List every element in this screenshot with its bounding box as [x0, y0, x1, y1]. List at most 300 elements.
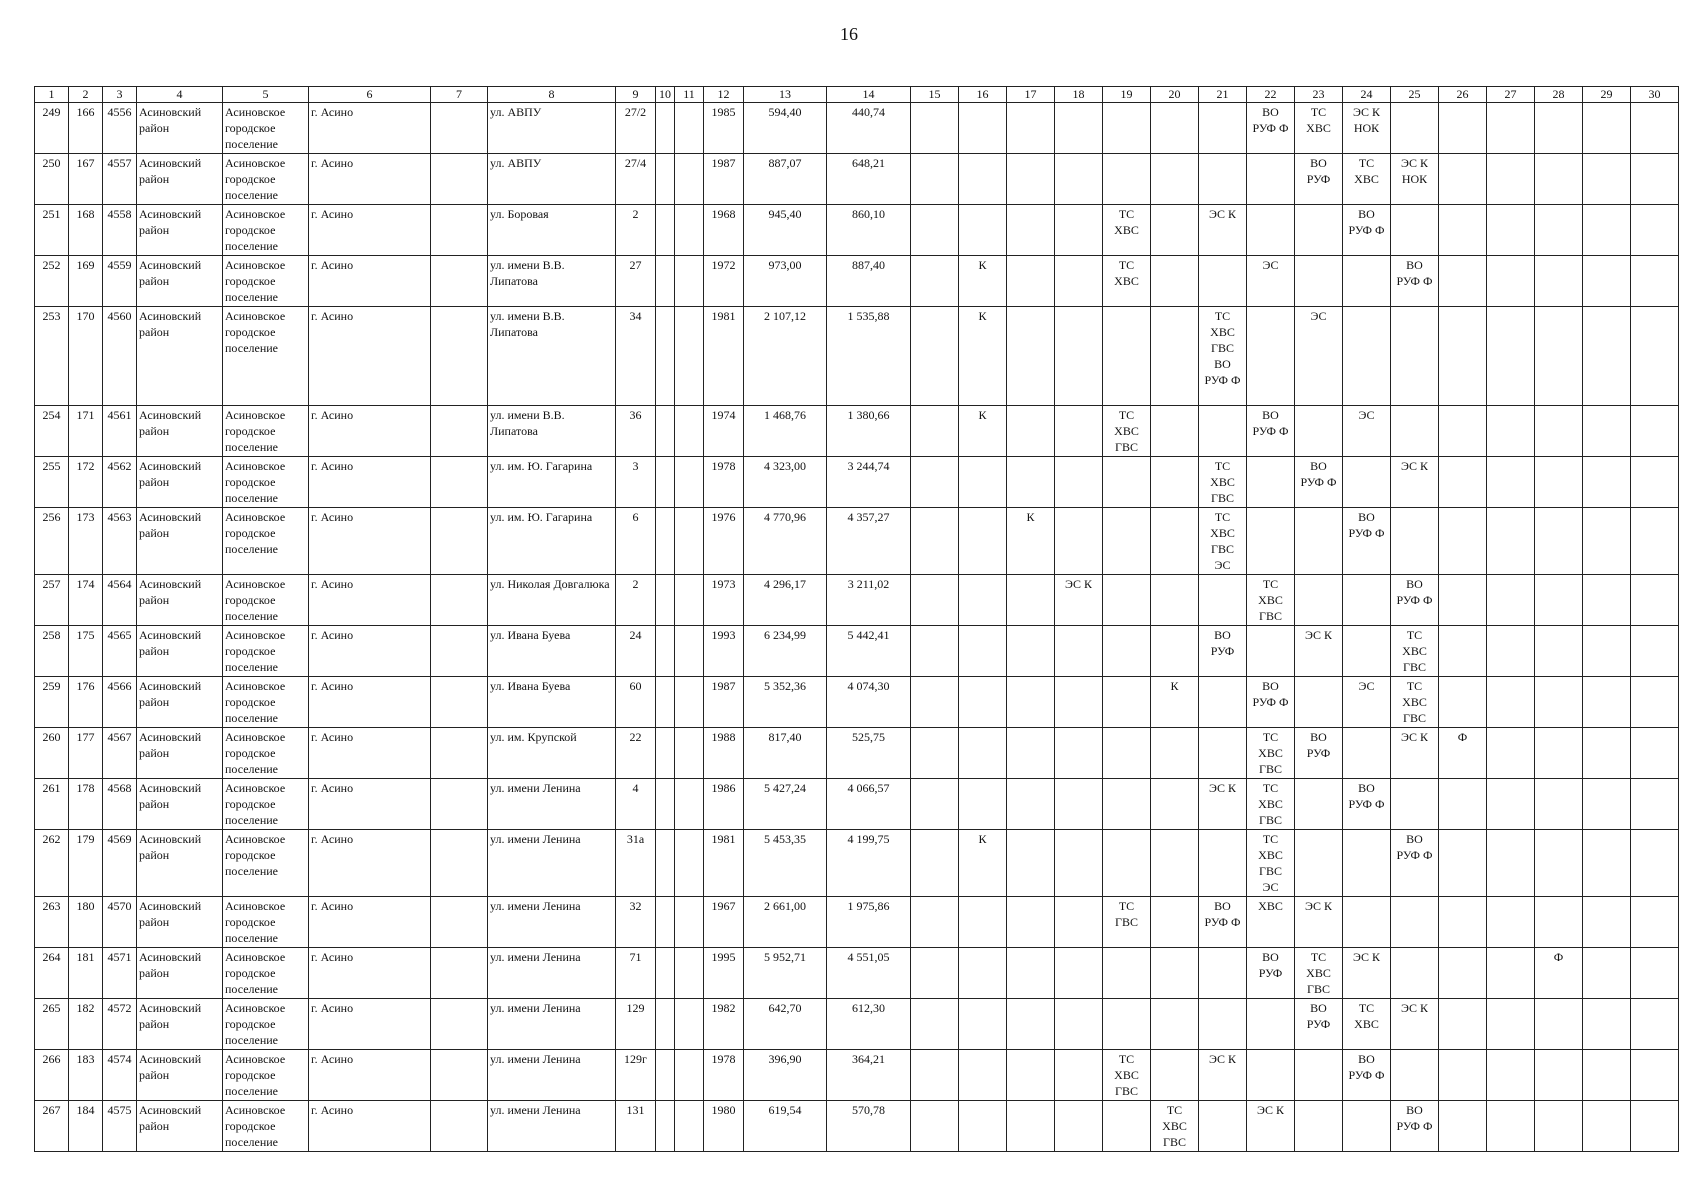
table-cell [1199, 677, 1247, 728]
table-cell: 4565 [103, 626, 137, 677]
table-cell: Асиновский район [137, 406, 223, 457]
page-number: 16 [840, 24, 858, 44]
table-cell [959, 948, 1007, 999]
table-cell: 178 [69, 779, 103, 830]
table-cell [1151, 154, 1199, 205]
table-cell: Асиновское городское поселение [223, 677, 309, 728]
table-cell [1487, 103, 1535, 154]
table-cell [675, 626, 704, 677]
table-cell: ул. Ивана Буева [488, 677, 616, 728]
table-cell [1487, 626, 1535, 677]
table-cell: 887,40 [827, 256, 911, 307]
table-cell: ТС ХВС ГВС [1151, 1101, 1199, 1152]
table-cell [1343, 728, 1391, 779]
table-cell [431, 205, 488, 256]
table-cell: ЭС К [1391, 999, 1439, 1050]
table-cell: 31а [616, 830, 656, 897]
table-cell [1631, 1050, 1679, 1101]
table-cell: 264 [35, 948, 69, 999]
table-cell [656, 406, 675, 457]
table-cell [1631, 307, 1679, 406]
table-cell [1151, 999, 1199, 1050]
table-cell [1583, 103, 1631, 154]
table-cell: 594,40 [744, 103, 827, 154]
table-row [35, 154, 1679, 205]
table-cell: 1978 [704, 1050, 744, 1101]
table-cell [1247, 307, 1295, 406]
table-cell [675, 406, 704, 457]
table-cell: 251 [35, 205, 69, 256]
table-cell: 570,78 [827, 1101, 911, 1152]
column-header: 5 [223, 87, 309, 103]
table-cell [1343, 830, 1391, 897]
table-cell [431, 830, 488, 897]
table-cell [1007, 205, 1055, 256]
table-cell [1055, 307, 1103, 406]
table-cell: Ф [1535, 948, 1583, 999]
table-cell: ЭС [1247, 256, 1295, 307]
table-cell [431, 779, 488, 830]
table-cell [1439, 779, 1487, 830]
table-cell [1391, 508, 1439, 575]
column-header: 28 [1535, 87, 1583, 103]
table-cell [1631, 103, 1679, 154]
table-cell: 1986 [704, 779, 744, 830]
table-cell [911, 406, 959, 457]
table-cell: К [959, 406, 1007, 457]
table-cell [1295, 1101, 1343, 1152]
table-cell [911, 626, 959, 677]
table-cell: 1 380,66 [827, 406, 911, 457]
table-row [35, 728, 1679, 779]
table-cell: 166 [69, 103, 103, 154]
column-header: 4 [137, 87, 223, 103]
column-header: 7 [431, 87, 488, 103]
table-cell: 1968 [704, 205, 744, 256]
table-cell [675, 508, 704, 575]
table-cell: г. Асино [309, 779, 431, 830]
table-cell: 3 [616, 457, 656, 508]
table-cell [1583, 728, 1631, 779]
column-header: 16 [959, 87, 1007, 103]
table-cell: 1972 [704, 256, 744, 307]
table-cell [675, 205, 704, 256]
table-cell: 1988 [704, 728, 744, 779]
table-cell: ул. имени Ленина [488, 897, 616, 948]
table-cell: 184 [69, 1101, 103, 1152]
table-cell [1631, 779, 1679, 830]
table-cell: Асиновское городское поселение [223, 154, 309, 205]
table-cell: 176 [69, 677, 103, 728]
table-cell [1103, 999, 1151, 1050]
table-cell [1007, 1050, 1055, 1101]
table-cell [1295, 779, 1343, 830]
table-cell: 4 323,00 [744, 457, 827, 508]
table-cell: ВО РУФ Ф [1343, 205, 1391, 256]
table-cell [675, 1050, 704, 1101]
table-cell [1535, 830, 1583, 897]
table-cell [1055, 457, 1103, 508]
table-cell: 4562 [103, 457, 137, 508]
table-cell: г. Асино [309, 626, 431, 677]
table-cell [1487, 575, 1535, 626]
table-cell: ЭС К [1295, 897, 1343, 948]
table-cell: ВО РУФ [1199, 626, 1247, 677]
table-cell [1631, 154, 1679, 205]
table-cell: 2 107,12 [744, 307, 827, 406]
table-cell [1487, 508, 1535, 575]
table-cell [1055, 948, 1103, 999]
table-cell [656, 1050, 675, 1101]
table-cell: Асиновский район [137, 103, 223, 154]
column-header: 3 [103, 87, 137, 103]
table-cell: 169 [69, 256, 103, 307]
table-cell [911, 508, 959, 575]
table-cell: ЭС К [1343, 948, 1391, 999]
table-cell [911, 205, 959, 256]
table-cell [1055, 897, 1103, 948]
table-cell [1199, 575, 1247, 626]
table-row [35, 830, 1679, 897]
table-cell [431, 457, 488, 508]
table-cell: 973,00 [744, 256, 827, 307]
table-cell [959, 677, 1007, 728]
table-cell [431, 307, 488, 406]
table-cell [431, 575, 488, 626]
table-cell [1583, 307, 1631, 406]
table-cell [959, 457, 1007, 508]
table-cell: 945,40 [744, 205, 827, 256]
table-cell: Асиновский район [137, 154, 223, 205]
table-cell [1151, 457, 1199, 508]
table-cell: 4575 [103, 1101, 137, 1152]
table-cell: ул. АВПУ [488, 103, 616, 154]
table-cell [1535, 508, 1583, 575]
table-cell [911, 575, 959, 626]
table-cell: 5 427,24 [744, 779, 827, 830]
table-cell [1535, 626, 1583, 677]
table-cell: 167 [69, 154, 103, 205]
table-cell [959, 897, 1007, 948]
table-cell [1295, 406, 1343, 457]
table-cell [1055, 154, 1103, 205]
column-header: 10 [656, 87, 675, 103]
table-cell [1055, 626, 1103, 677]
table-cell: 4571 [103, 948, 137, 999]
column-header: 6 [309, 87, 431, 103]
table-cell [1535, 677, 1583, 728]
table-cell: Асиновский район [137, 779, 223, 830]
table-cell [959, 1101, 1007, 1152]
table-cell: 168 [69, 205, 103, 256]
table-cell [911, 677, 959, 728]
table-cell [1007, 779, 1055, 830]
table-cell: ВО РУФ Ф [1247, 677, 1295, 728]
table-cell [656, 1101, 675, 1152]
column-header: 18 [1055, 87, 1103, 103]
table-cell: ЭС К [1199, 779, 1247, 830]
table-cell: 183 [69, 1050, 103, 1101]
table-cell: ТС ХВС ГВС [1199, 457, 1247, 508]
table-cell: Асиновское городское поселение [223, 256, 309, 307]
table-cell: 27/4 [616, 154, 656, 205]
table-cell: Асиновский район [137, 457, 223, 508]
table-cell [431, 256, 488, 307]
table-cell [675, 457, 704, 508]
table-cell [656, 948, 675, 999]
table-cell: 4568 [103, 779, 137, 830]
table-body [35, 103, 1679, 1152]
table-cell [1151, 728, 1199, 779]
table-cell: 253 [35, 307, 69, 406]
table-cell: ВО РУФ Ф [1199, 897, 1247, 948]
table-cell: ТС ХВС [1295, 103, 1343, 154]
table-cell [1151, 307, 1199, 406]
table-cell: 27 [616, 256, 656, 307]
table-cell [1391, 103, 1439, 154]
table-cell: ВО РУФ Ф [1391, 575, 1439, 626]
table-cell: ТС ХВС [1103, 205, 1151, 256]
table-cell [1151, 205, 1199, 256]
table-cell: Асиновский район [137, 1101, 223, 1152]
table-cell: г. Асино [309, 677, 431, 728]
table-cell: 642,70 [744, 999, 827, 1050]
table-cell: 648,21 [827, 154, 911, 205]
table-cell: ТС ХВС [1343, 154, 1391, 205]
table-cell [656, 626, 675, 677]
table-cell: 887,07 [744, 154, 827, 205]
table-cell [1103, 457, 1151, 508]
table-cell [675, 307, 704, 406]
table-cell: Ф [1439, 728, 1487, 779]
table-cell: 3 244,74 [827, 457, 911, 508]
table-cell [1535, 1050, 1583, 1101]
table-cell: 256 [35, 508, 69, 575]
table-cell [1535, 256, 1583, 307]
table-cell [1151, 830, 1199, 897]
table-cell: г. Асино [309, 830, 431, 897]
table-cell [1631, 948, 1679, 999]
table-cell: Асиновское городское поселение [223, 897, 309, 948]
table-cell: Асиновский район [137, 677, 223, 728]
table-cell [1007, 897, 1055, 948]
table-cell: ЭС [1295, 307, 1343, 406]
table-cell: г. Асино [309, 154, 431, 205]
table-cell: ТС ХВС ГВС [1247, 575, 1295, 626]
table-cell: К [1151, 677, 1199, 728]
table-cell: 5 952,71 [744, 948, 827, 999]
table-cell [1487, 457, 1535, 508]
table-cell: 182 [69, 999, 103, 1050]
table-cell: 267 [35, 1101, 69, 1152]
table-cell: Асиновское городское поселение [223, 626, 309, 677]
table-cell: ТС ХВС ГВС ЭС [1247, 830, 1295, 897]
table-cell [1535, 779, 1583, 830]
table-cell [911, 830, 959, 897]
table-cell: г. Асино [309, 205, 431, 256]
table-cell: 71 [616, 948, 656, 999]
table-row [35, 406, 1679, 457]
table-row [35, 508, 1679, 575]
table-cell: 4 199,75 [827, 830, 911, 897]
table-cell: 36 [616, 406, 656, 457]
table-cell: 170 [69, 307, 103, 406]
table-cell [1439, 677, 1487, 728]
table-cell [1631, 897, 1679, 948]
table-cell [1055, 1101, 1103, 1152]
table-cell: 3 211,02 [827, 575, 911, 626]
table-cell: 266 [35, 1050, 69, 1101]
table-row [35, 1050, 1679, 1101]
table-cell [1295, 508, 1343, 575]
table-cell: 171 [69, 406, 103, 457]
table-cell [1487, 307, 1535, 406]
table-cell: ВО РУФ Ф [1295, 457, 1343, 508]
table-cell: 4 074,30 [827, 677, 911, 728]
table-cell [431, 626, 488, 677]
table-cell [1055, 256, 1103, 307]
table-cell: 5 453,35 [744, 830, 827, 897]
table-cell [1199, 103, 1247, 154]
table-cell [959, 999, 1007, 1050]
table-cell: 32 [616, 897, 656, 948]
table-cell: ул. АВПУ [488, 154, 616, 205]
table-cell [675, 1101, 704, 1152]
table-cell: 34 [616, 307, 656, 406]
table-cell [1199, 1101, 1247, 1152]
table-cell: 1987 [704, 677, 744, 728]
table-row [35, 677, 1679, 728]
table-cell: ЭС К НОК [1343, 103, 1391, 154]
table-cell [1103, 948, 1151, 999]
table-cell [1343, 626, 1391, 677]
table-cell: 440,74 [827, 103, 911, 154]
table-cell: 1967 [704, 897, 744, 948]
table-cell: 173 [69, 508, 103, 575]
table-cell: 261 [35, 779, 69, 830]
table-cell: ВО РУФ Ф [1391, 1101, 1439, 1152]
table-cell: 4558 [103, 205, 137, 256]
table-cell: г. Асино [309, 575, 431, 626]
table-cell: ВО РУФ [1295, 728, 1343, 779]
table-cell: Асиновское городское поселение [223, 728, 309, 779]
table-cell: ВО РУФ Ф [1247, 103, 1295, 154]
table-cell [1439, 307, 1487, 406]
table-cell [1295, 1050, 1343, 1101]
table-cell [1583, 948, 1631, 999]
table-cell [911, 1101, 959, 1152]
table-cell: 1 535,88 [827, 307, 911, 406]
table-cell [1583, 626, 1631, 677]
table-cell: Асиновское городское поселение [223, 205, 309, 256]
table-cell [1103, 1101, 1151, 1152]
table-cell [959, 728, 1007, 779]
table-cell [431, 1050, 488, 1101]
table-cell: 179 [69, 830, 103, 897]
table-cell: ЭС К [1391, 457, 1439, 508]
table-cell [1151, 1050, 1199, 1101]
table-cell: 129 [616, 999, 656, 1050]
table-cell: 22 [616, 728, 656, 779]
table-cell [959, 103, 1007, 154]
table-cell: 4563 [103, 508, 137, 575]
table-cell: 1 975,86 [827, 897, 911, 948]
table-cell: ул. имени Ленина [488, 999, 616, 1050]
table-cell [1631, 677, 1679, 728]
table-cell [1055, 728, 1103, 779]
table-cell [1151, 626, 1199, 677]
table-cell [1487, 999, 1535, 1050]
table-cell [1007, 626, 1055, 677]
table-cell [431, 948, 488, 999]
table-cell: Асиновское городское поселение [223, 830, 309, 897]
table-cell: Асиновское городское поселение [223, 103, 309, 154]
column-header: 15 [911, 87, 959, 103]
table-cell: 177 [69, 728, 103, 779]
table-cell: 131 [616, 1101, 656, 1152]
table-cell [1487, 897, 1535, 948]
table-cell [1151, 897, 1199, 948]
table-cell [656, 830, 675, 897]
table-cell: ТС ХВС [1103, 256, 1151, 307]
table-cell [959, 508, 1007, 575]
table-cell [1487, 677, 1535, 728]
table-cell: г. Асино [309, 948, 431, 999]
table-cell [675, 103, 704, 154]
table-cell [911, 103, 959, 154]
table-cell [1535, 307, 1583, 406]
table-cell [1631, 728, 1679, 779]
table-cell [911, 897, 959, 948]
table-cell [1439, 205, 1487, 256]
registry-table [34, 86, 1679, 1152]
table-cell: 259 [35, 677, 69, 728]
table-cell [431, 406, 488, 457]
table-cell [1535, 999, 1583, 1050]
table-cell [1391, 307, 1439, 406]
table-cell [656, 508, 675, 575]
table-cell: Асиновское городское поселение [223, 1101, 309, 1152]
table-cell: 612,30 [827, 999, 911, 1050]
table-cell [1247, 1050, 1295, 1101]
table-cell: ВО РУФ [1295, 999, 1343, 1050]
table-cell: ТС ГВС [1103, 897, 1151, 948]
table-cell [1007, 830, 1055, 897]
table-cell [1583, 1101, 1631, 1152]
column-header: 27 [1487, 87, 1535, 103]
table-cell: ТС ХВС ГВС [1247, 728, 1295, 779]
table-cell: Асиновский район [137, 307, 223, 406]
table-cell [1487, 830, 1535, 897]
table-cell [1583, 999, 1631, 1050]
table-cell [1583, 205, 1631, 256]
table-cell [1487, 1101, 1535, 1152]
table-cell [1487, 406, 1535, 457]
table-cell: ВО РУФ Ф [1247, 406, 1295, 457]
table-cell [911, 457, 959, 508]
table-cell [1151, 508, 1199, 575]
table-cell: ВО РУФ Ф [1391, 830, 1439, 897]
table-cell: ул. им. Ю. Гагарина [488, 457, 616, 508]
table-cell [1439, 830, 1487, 897]
table-cell: Асиновский район [137, 626, 223, 677]
table-row [35, 457, 1679, 508]
table-row [35, 626, 1679, 677]
table-cell [1199, 830, 1247, 897]
table-cell [1295, 830, 1343, 897]
table-cell [1487, 256, 1535, 307]
table-cell [911, 999, 959, 1050]
